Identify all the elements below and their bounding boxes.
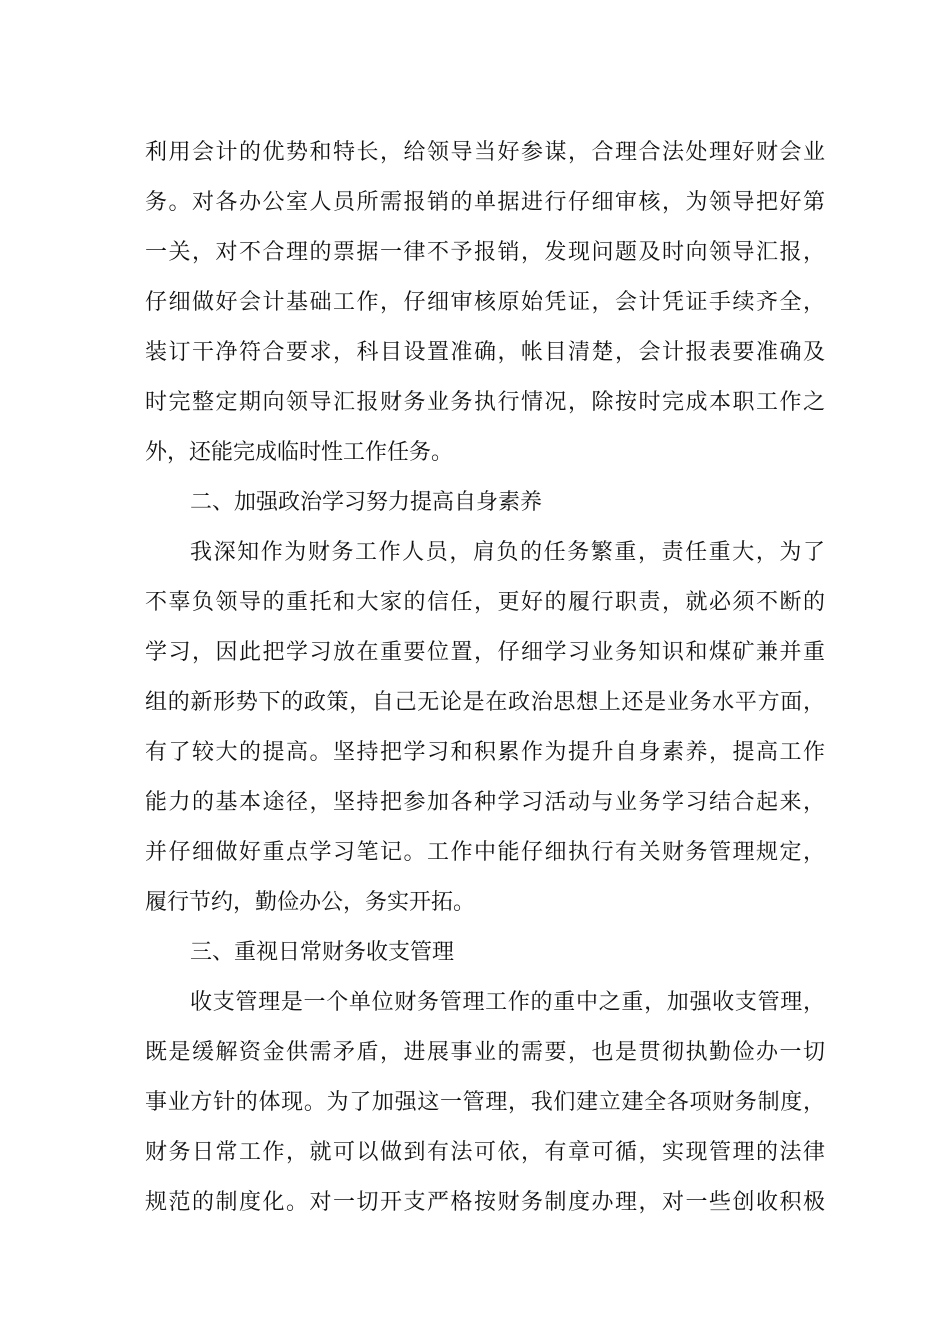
paragraph-line: 务。对各办公室人员所需报销的单据进行仔细审核，为领导把好第	[145, 190, 825, 215]
paragraph-line: 不辜负领导的重托和大家的信任，更好的履行职责，就必须不断的	[145, 590, 825, 615]
paragraph-line: 财务日常工作，就可以做到有法可依，有章可循，实现管理的法律	[145, 1140, 825, 1165]
paragraph-line: 学习，因此把学习放在重要位置，仔细学习业务知识和煤矿兼并重	[145, 640, 825, 665]
section-heading: 二、加强政治学习努力提高自身素养	[190, 490, 543, 515]
paragraph-line: 履行节约，勤俭办公，务实开拓。	[145, 890, 476, 915]
paragraph-line: 时完整定期向领导汇报财务业务执行情况，除按时完成本职工作之	[145, 390, 825, 415]
paragraph-line: 并仔细做好重点学习笔记。工作中能仔细执行有关财务管理规定，	[145, 840, 825, 865]
paragraph-line: 装订干净符合要求，科目设置准确，帐目清楚，会计报表要准确及	[145, 340, 825, 365]
paragraph-line: 收支管理是一个单位财务管理工作的重中之重，加强收支管理，	[190, 990, 825, 1015]
paragraph-line: 规范的制度化。对一切开支严格按财务制度办理，对一些创收积极	[145, 1190, 825, 1215]
paragraph-line: 组的新形势下的政策，自己无论是在政治思想上还是业务水平方面，	[145, 690, 825, 715]
paragraph-line: 仔细做好会计基础工作，仔细审核原始凭证，会计凭证手续齐全，	[145, 290, 825, 315]
paragraph-line: 能力的基本途径，坚持把参加各种学习活动与业务学习结合起来，	[145, 790, 825, 815]
paragraph-line: 外，还能完成临时性工作任务。	[145, 440, 454, 465]
paragraph-line: 我深知作为财务工作人员，肩负的任务繁重，责任重大，为了	[190, 540, 825, 565]
paragraph-line: 利用会计的优势和特长，给领导当好参谋，合理合法处理好财会业	[145, 140, 825, 165]
section-heading: 三、重视日常财务收支管理	[190, 940, 455, 965]
paragraph-line: 有了较大的提高。坚持把学习和积累作为提升自身素养，提高工作	[145, 740, 825, 765]
paragraph-line: 一关，对不合理的票据一律不予报销，发现问题及时向领导汇报，	[145, 240, 825, 265]
paragraph-line: 既是缓解资金供需矛盾，进展事业的需要，也是贯彻执勤俭办一切	[145, 1040, 825, 1065]
paragraph-line: 事业方针的体现。为了加强这一管理，我们建立建全各项财务制度，	[145, 1090, 825, 1115]
